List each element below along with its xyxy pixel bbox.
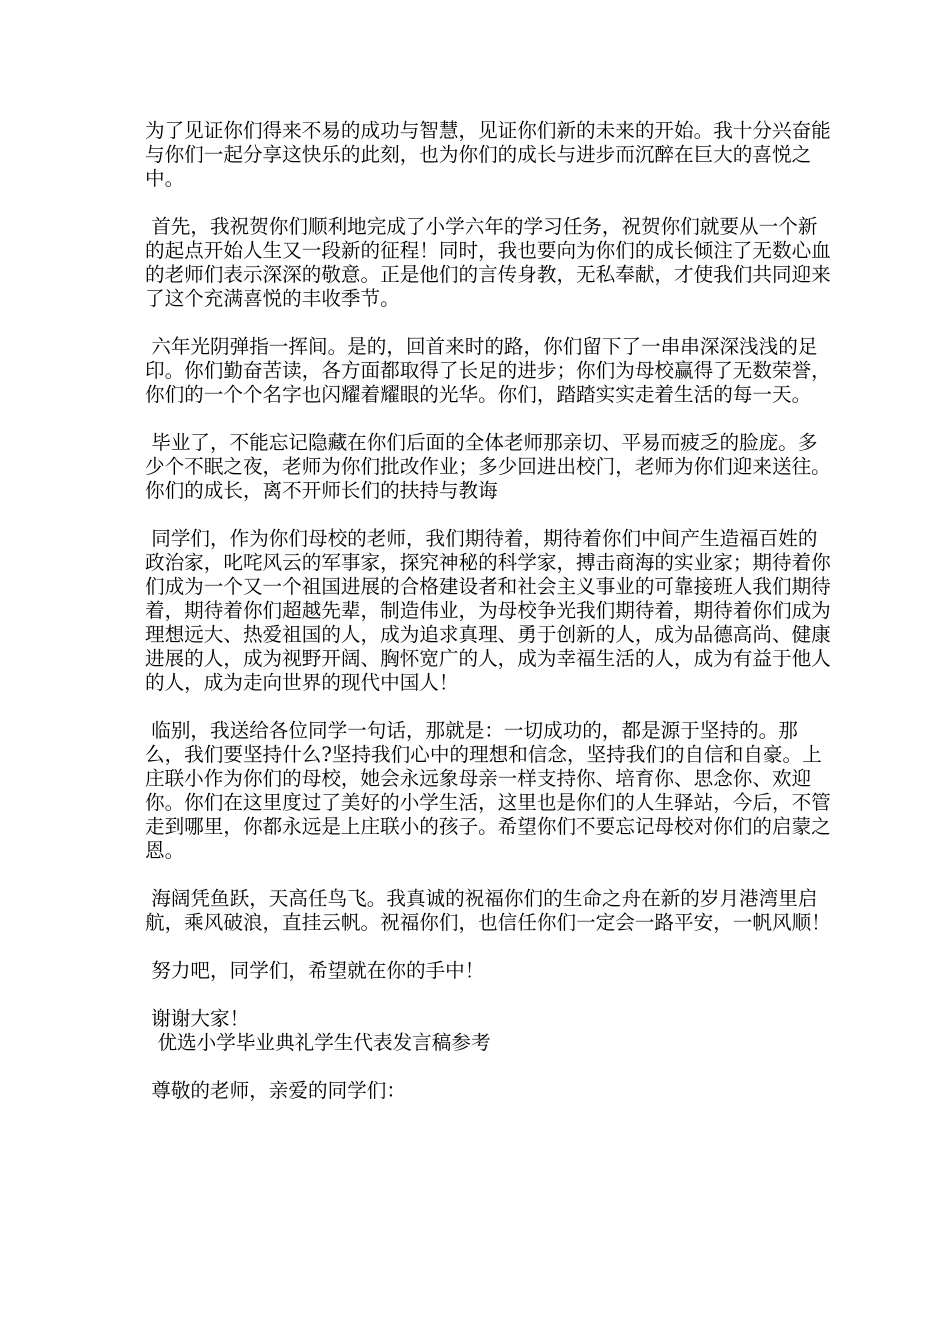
paragraph-gap [145, 863, 835, 887]
paragraph-gap [145, 191, 835, 215]
paragraph-6: 临别，我送给各位同学一句话，那就是：一切成功的，都是源于坚持的。那么，我们要坚持什么?坚持我们心中的理想和信念，坚持我们的自信和自豪。上庄联小作为你们的母校，她会永远象母亲一样支持你、培育你、思念你、欢迎你。你们在这里度过了美好的小学生活，这里也是你们的人生驿站，今后，不管走到哪里，你都永远是上庄联小的孩子。希望你们不要忘记母校对你们的启蒙之恩。 [145, 719, 831, 862]
document-page [145, 119, 835, 1103]
paragraph-gap [145, 983, 835, 1007]
paragraph-gap [145, 503, 835, 527]
paragraph-8: 努力吧，同学们，希望就在你的手中！ [145, 959, 485, 982]
paragraph-3: 六年光阴弹指一挥间。是的，回首来时的路，你们留下了一串串深深浅浅的足印。你们勤奋苦读，各方面都取得了长足的进步；你们为母校赢得了无数荣誉，你们的一个个名字也闪耀着耀眼的光华。你们，踏踏实实走着生活的每一天。 [145, 335, 831, 406]
next-speech-title: 优选小学毕业典礼学生代表发言稿参考 [145, 1031, 491, 1054]
paragraph-4: 毕业了，不能忘记隐藏在你们后面的全体老师那亲切、平易而疲乏的脸庞。多少个不眠之夜，老师为你们批改作业；多少回进出校门，老师为你们迎来送往。你们的成长，离不开师长们的扶持与教诲 [145, 431, 831, 502]
salutation-line: 尊敬的老师，亲爱的同学们： [145, 1079, 406, 1102]
paragraph-5: 同学们，作为你们母校的老师，我们期待着，期待着你们中间产生造福百姓的政治家，叱咤风云的军事家，探究神秘的科学家，搏击商海的实业家；期待着你们成为一个又一个祖国进展的合格建设者和社会主义事业的可靠接班人我们期待着，期待着你们超越先辈，制造伟业，为母校争光我们期待着，期待着你们成为理想远大、热爱祖国的人，成为追求真理、勇于创新的人，成为品德高尚、健康进展的人，成为视野开阔、胸怀宽广的人，成为幸福生活的人，成为有益于他人的人，成为走向世界的现代中国人！ [145, 527, 831, 694]
paragraph-7: 海阔凭鱼跃，天高任鸟飞。我真诚的祝福你们的生命之舟在新的岁月港湾里启航，乘风破浪，直挂云帆。祝福你们，也信任你们一定会一路平安，一帆风顺！ [145, 887, 831, 934]
paragraph-2: 首先，我祝贺你们顺利地完成了小学六年的学习任务，祝贺你们就要从一个新的起点开始人生又一段新的征程！同时，我也要向为你们的成长倾注了无数心血的老师们表示深深的敬意。正是他们的言传身教，无私奉献，才使我们共同迎来了这个充满喜悦的丰收季节。 [145, 215, 831, 310]
paragraph-gap [145, 695, 835, 719]
thanks-line: 谢谢大家！ [145, 1007, 250, 1030]
paragraph-1: 为了见证你们得来不易的成功与智慧，见证你们新的未来的开始。我十分兴奋能与你们一起分享这快乐的此刻，也为你们的成长与进步而沉醉在巨大的喜悦之中。 [145, 119, 831, 190]
paragraph-gap [145, 935, 835, 959]
paragraph-gap [145, 407, 835, 431]
paragraph-gap [145, 311, 835, 335]
paragraph-gap [145, 1055, 835, 1079]
